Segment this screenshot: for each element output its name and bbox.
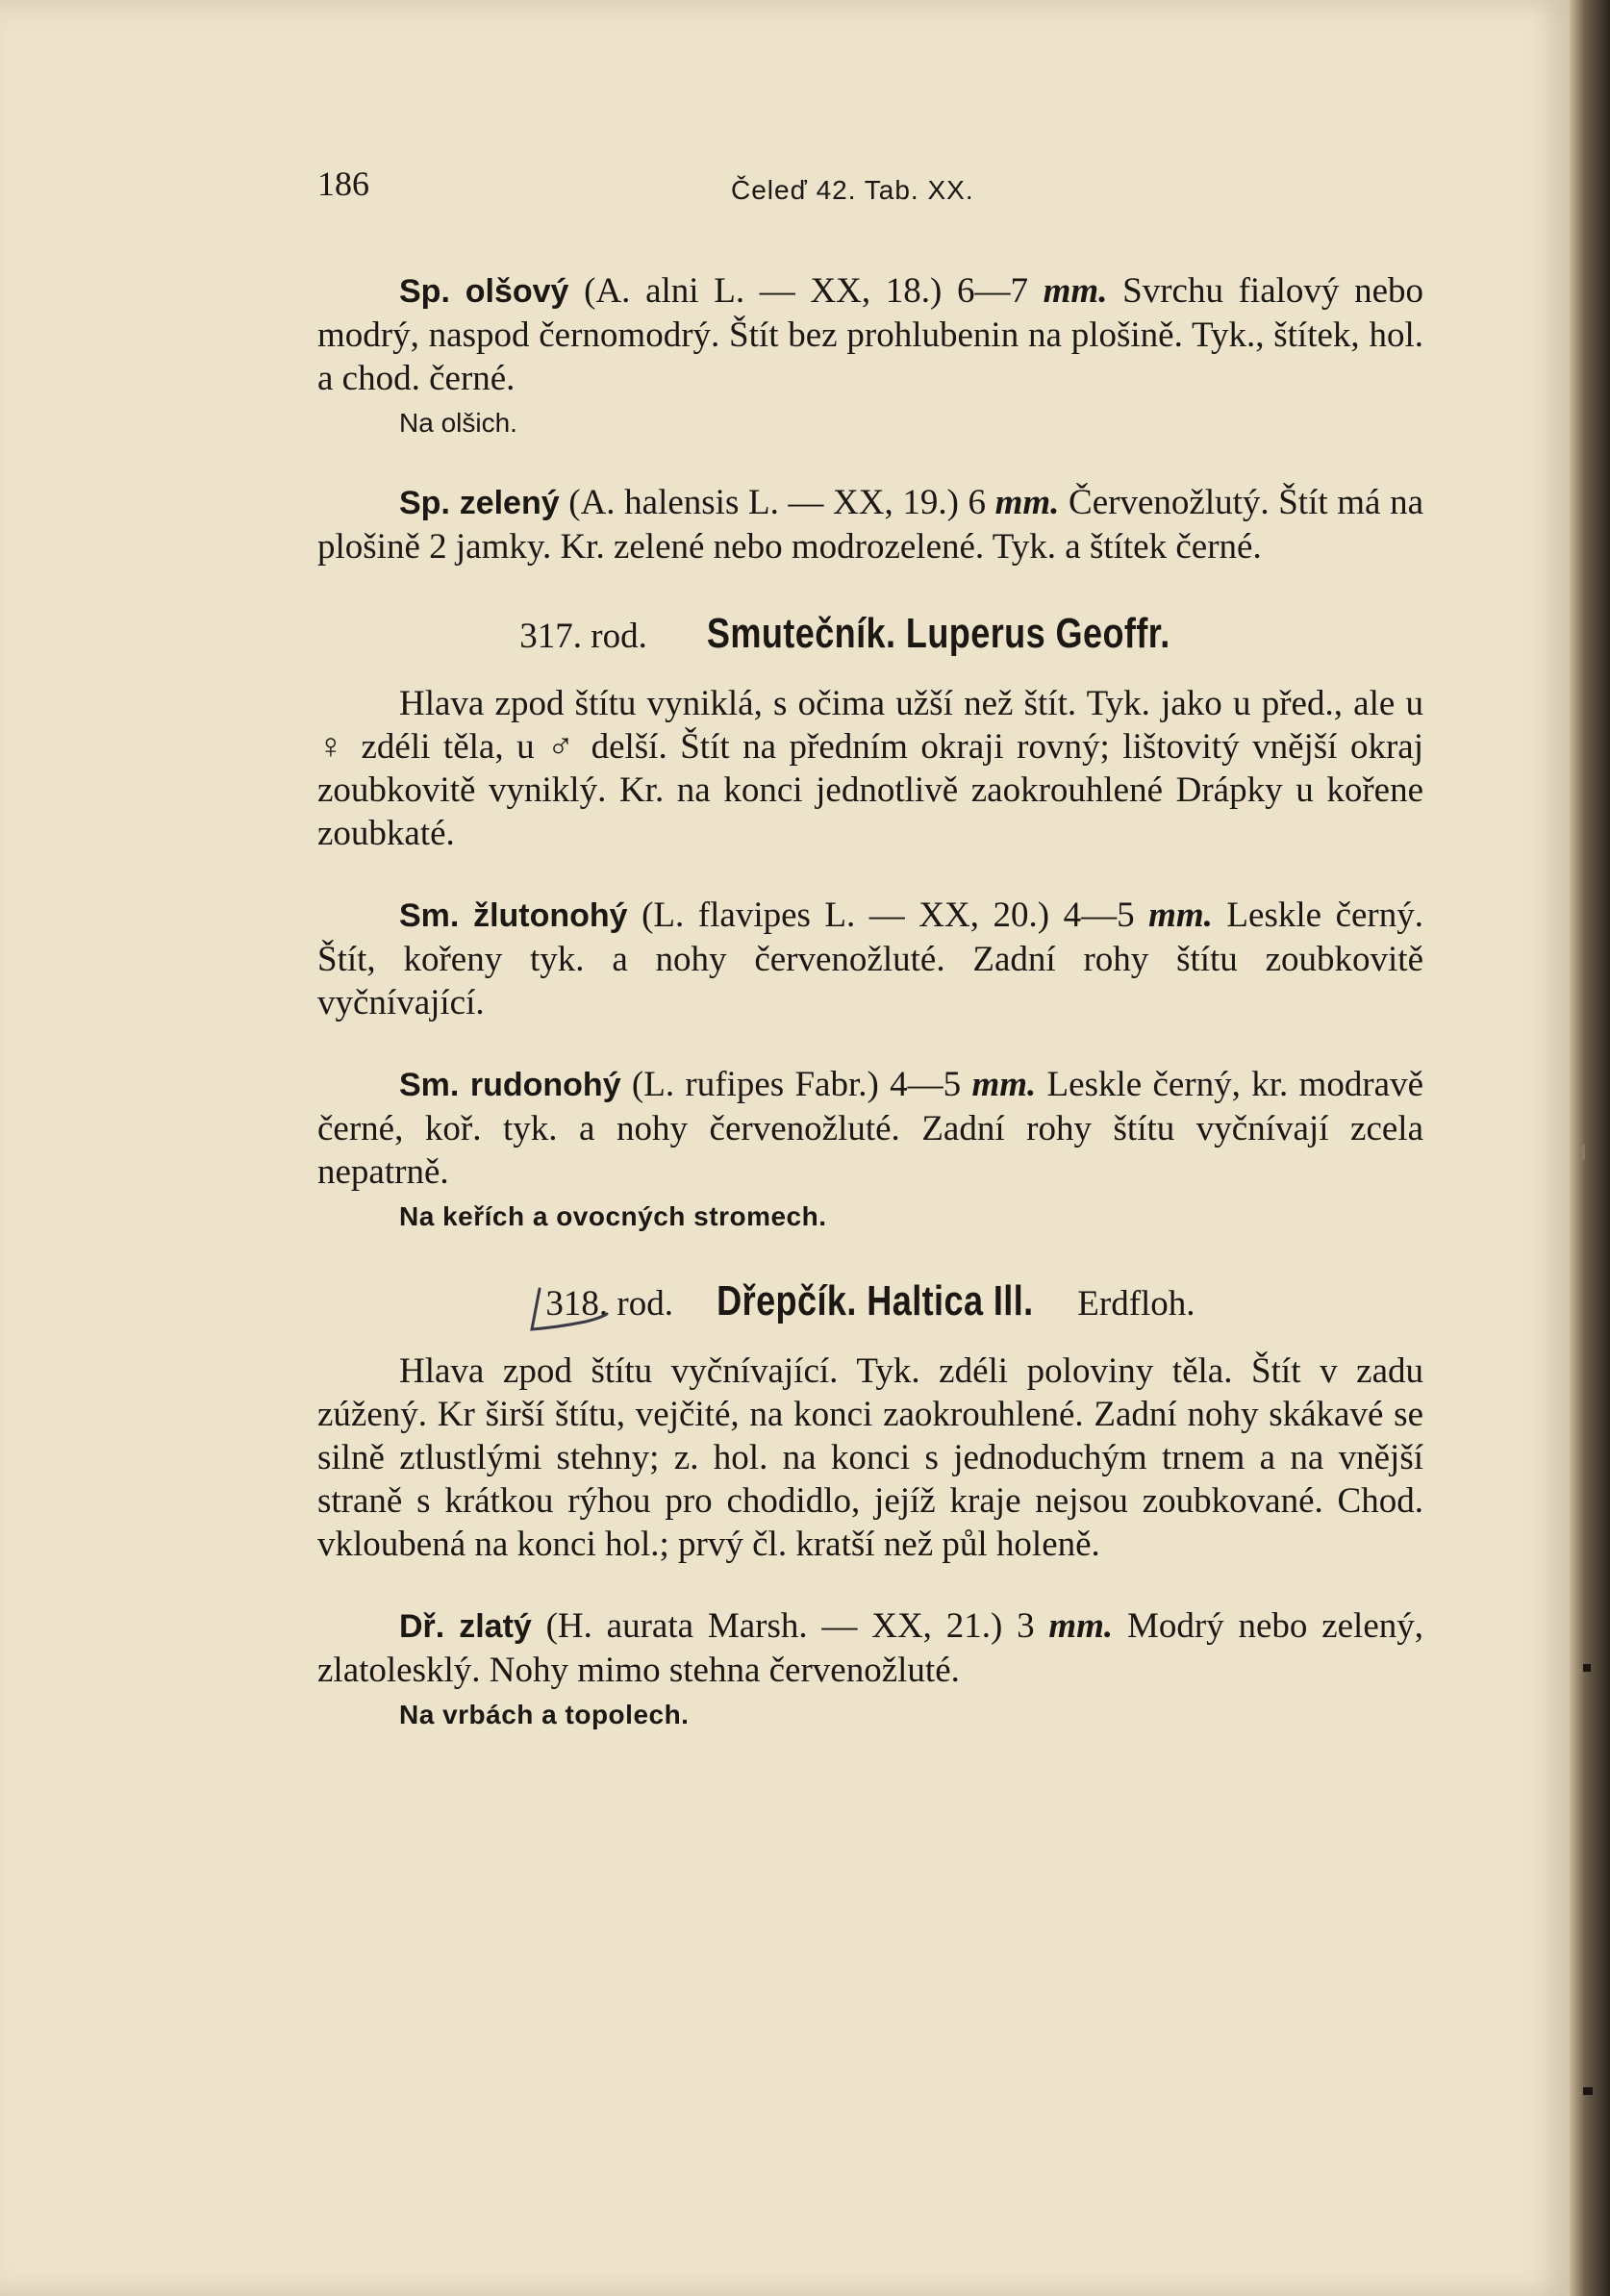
species-name: Sm. žlutonohý <box>399 897 628 934</box>
unit: mm. <box>1048 1606 1114 1646</box>
species-text <box>317 894 1423 1024</box>
species-text <box>317 481 1423 568</box>
species-citation: (A. halensis L. — XX, 19.) 6 <box>559 483 995 522</box>
species-name: Sp. zelený <box>399 485 560 521</box>
species-entry <box>317 1063 1423 1236</box>
page-number: 186 <box>317 164 369 203</box>
genus-rod: rod. <box>608 1284 673 1324</box>
species-citation: (A. alni L. — XX, 18.) 6—7 <box>568 271 1044 311</box>
genus-heading <box>317 607 1423 663</box>
unit: mm. <box>971 1065 1037 1104</box>
genus-description-block <box>317 682 1423 855</box>
species-description: Leskle černý, kr. modravě černé, koř. tyk. a nohy červenožluté. Zadní rohy štítu vyčnívají zcela nepatrně. <box>317 1065 1423 1192</box>
species-name: Dř. zlatý <box>399 1608 532 1645</box>
genus-name: Dřepčík. Haltica Ill. <box>717 1277 1034 1325</box>
running-head: Čeleď 42. Tab. XX. <box>731 175 974 205</box>
genus-heading <box>317 1274 1423 1330</box>
genus-number: 318. <box>545 1284 609 1324</box>
page-header <box>317 164 1423 221</box>
species-citation: (L. flavipes L. — XX, 20.) 4—5 <box>627 896 1149 935</box>
page-edge <box>1570 0 1610 2296</box>
species-text <box>317 269 1423 400</box>
margin-mark <box>1583 1664 1591 1672</box>
species-text <box>317 1604 1423 1692</box>
species-citation: (L. rufipes Fabr.) 4—5 <box>620 1065 972 1104</box>
species-entry <box>317 894 1423 1024</box>
genus-number-wrap <box>545 1277 608 1330</box>
genus-description: Hlava zpod štítu vyčnívající. Tyk. zdéli poloviny těla. Štít v zadu zúžený. Kr širší štítu, vejčité, na konci zaokrouhlené. Zadní nohy skákavé se silně ztlustlými stehny; z. hol. na konci s jednoduchým trnem a na vnější straně s krátkou rýhou pro chodidlo, jejíž kraje nejsou zoubkované. Chod. vkloubená na konci hol.; prvý čl. kratší než půl holeně. <box>317 1351 1423 1564</box>
species-description: Modrý nebo zelený, zlatolesklý. Nohy mimo stehna červenožluté. <box>317 1606 1423 1690</box>
species-entry <box>317 1604 1423 1734</box>
species-entry <box>317 481 1423 568</box>
unit: mm. <box>994 483 1060 522</box>
species-name: Sp. olšový <box>399 273 569 310</box>
species-name: Sm. rudonohý <box>399 1067 621 1103</box>
margin-mark <box>1583 2087 1593 2095</box>
habitat-note: Na olšich. <box>399 408 517 438</box>
habitat-note: Na vrbách a topolech. <box>399 1700 690 1729</box>
genus-description: Hlava zpod štítu vyniklá, s očima užší než štít. Tyk. jako u před., ale u ♀ zdéli těla, u ♂ delší. Štít na předním okraji rovný; lištovitý vnější okraj zoubkovitě vyniklý. Kr. na konci jednotlivě zaokrouhlené Drápky u kořene zoubkaté. <box>317 684 1423 853</box>
species-text <box>317 1063 1423 1194</box>
species-description: Červenožlutý. Štít má na plošině 2 jamky. Kr. zelené nebo modrozelené. Tyk. a štítek černé. <box>317 483 1423 567</box>
genus-german-name: Erdfloh. <box>1069 1284 1195 1324</box>
species-citation: (H. aurata Marsh. — XX, 21.) 3 <box>531 1606 1049 1646</box>
habitat-note: Na keřích a ovocných stromech. <box>399 1201 827 1231</box>
genus-name: Smutečník. Luperus Geoffr. <box>707 610 1170 657</box>
unit: mm. <box>1043 271 1108 311</box>
species-entry <box>317 269 1423 442</box>
page-content <box>317 164 1423 1773</box>
species-description: Leskle černý. Štít, kořeny tyk. a nohy červenožluté. Zadní rohy štítu zoubkovitě vyčnívající. <box>317 896 1423 1022</box>
genus-number: 317. rod. <box>519 617 647 656</box>
genus-description-block <box>317 1350 1423 1566</box>
species-description: Svrchu fialový nebo modrý, naspod černomodrý. Štít bez prohlubenin na plošině. Tyk., štítek, hol. a chod. černé. <box>317 271 1424 398</box>
margin-mark <box>1581 1145 1585 1160</box>
unit: mm. <box>1148 896 1213 935</box>
